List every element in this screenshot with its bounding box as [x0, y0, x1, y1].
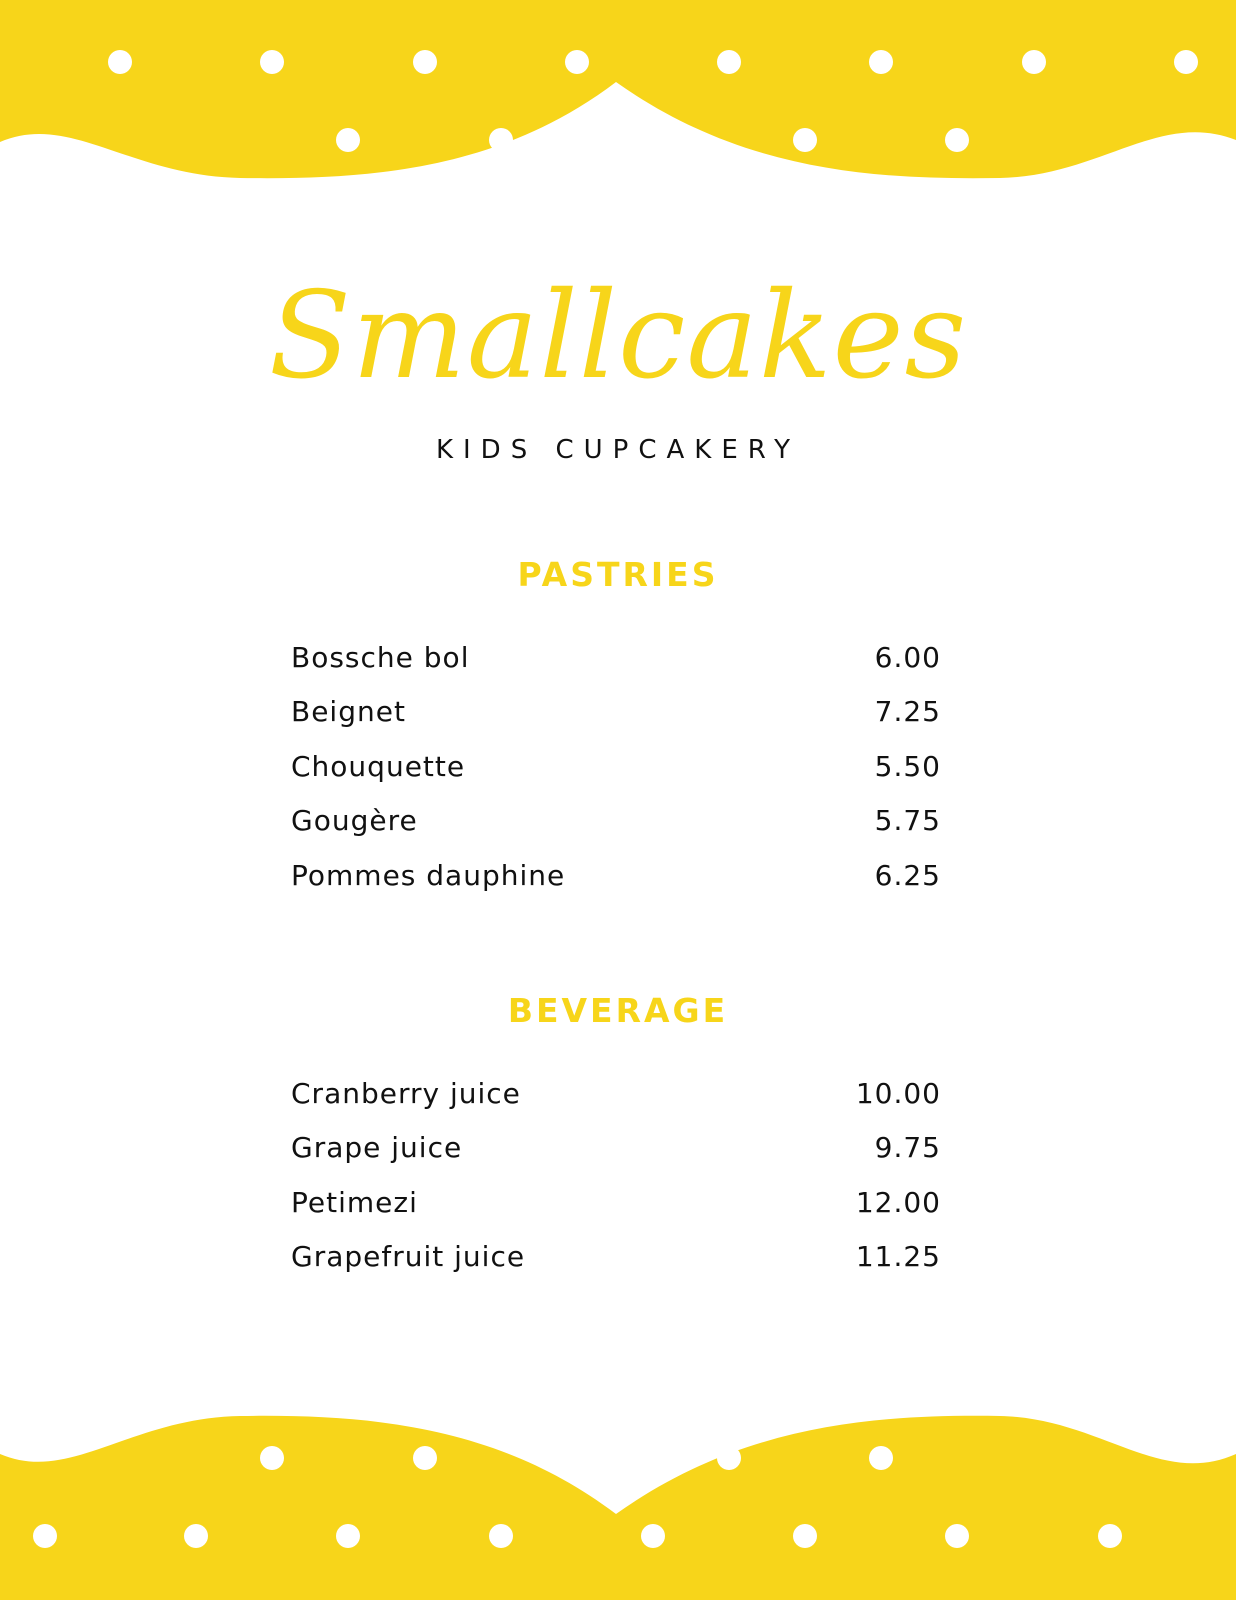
item-name: Grapefruit juice — [291, 1240, 526, 1274]
menu-item — [291, 848, 941, 903]
menu-item — [291, 739, 941, 794]
pastries-list — [291, 630, 941, 903]
beverage-heading: BEVERAGE — [507, 991, 729, 1030]
top-wave-shape — [0, 0, 1236, 178]
bottom-wave-shape — [0, 1416, 1236, 1600]
item-price: 10.00 — [855, 1076, 941, 1110]
item-price: 7.25 — [874, 695, 941, 729]
item-name: Chouquette — [291, 749, 466, 783]
item-name: Beignet — [291, 695, 406, 729]
item-name: Petimezi — [291, 1185, 418, 1219]
brand-subtitle: KIDS CUPCAKERY — [435, 435, 801, 465]
menu-item — [291, 794, 941, 849]
menu-item — [291, 685, 941, 740]
item-price: 11.25 — [855, 1240, 941, 1274]
item-name: Gougère — [291, 804, 418, 838]
item-price: 6.25 — [874, 858, 941, 892]
top-polka-dot-wave-decoration — [0, 0, 1236, 190]
item-name: Pommes dauphine — [291, 858, 566, 892]
menu-item — [291, 1066, 941, 1121]
bottom-polka-dot-wave-decoration — [0, 1410, 1236, 1600]
beverage-list — [291, 1066, 941, 1284]
item-name: Cranberry juice — [291, 1076, 521, 1110]
item-price: 5.50 — [874, 749, 941, 783]
menu-item — [291, 1230, 941, 1285]
pastries-heading: PASTRIES — [517, 555, 719, 594]
item-price: 12.00 — [855, 1185, 941, 1219]
item-price: 6.00 — [874, 640, 941, 674]
menu-item — [291, 630, 941, 685]
item-price: 9.75 — [874, 1131, 941, 1165]
item-name: Grape juice — [291, 1131, 463, 1165]
menu-item — [291, 1121, 941, 1176]
item-name: Bossche bol — [291, 640, 470, 674]
brand-title: Smallcakes — [268, 267, 968, 406]
item-price: 5.75 — [874, 804, 941, 838]
menu-item — [291, 1175, 941, 1230]
